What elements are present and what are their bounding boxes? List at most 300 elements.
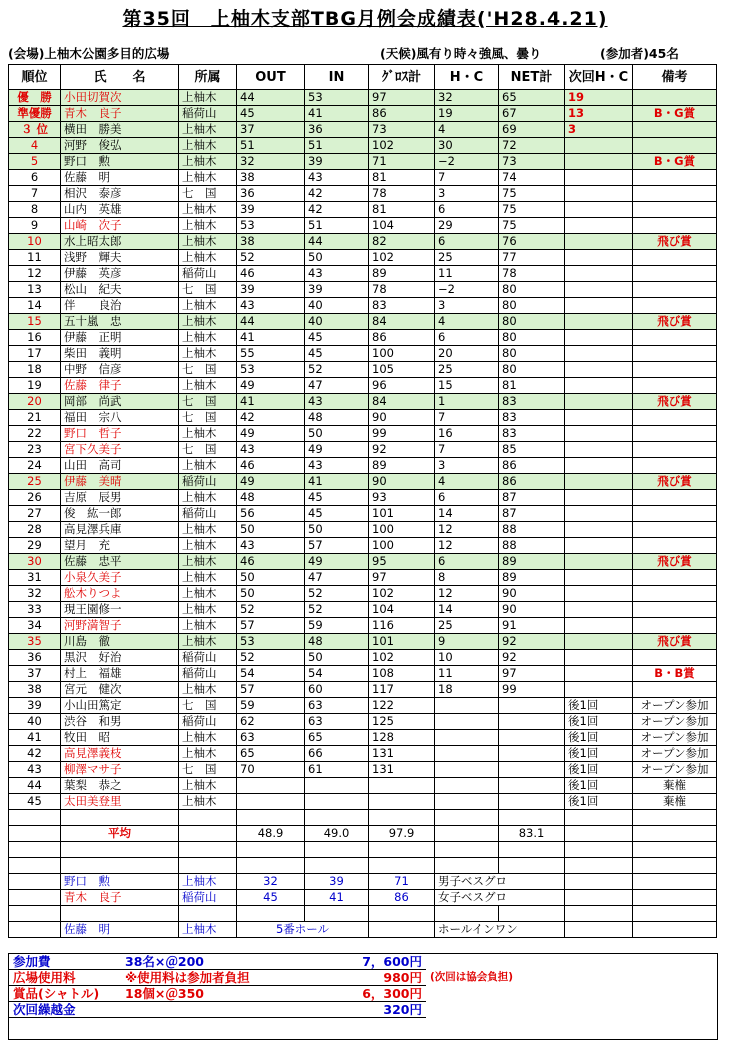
club-cell: 上柚木 [179,554,237,570]
gross-cell: 93 [369,490,435,506]
net-cell: 86 [499,458,565,474]
note-cell [633,362,717,378]
name-cell: 小田切賀次 [61,90,179,106]
out-cell: 51 [237,138,305,154]
rank-cell: 29 [9,538,61,554]
hc-cell: 30 [435,138,499,154]
gross-cell: 102 [369,250,435,266]
out-cell: 46 [237,266,305,282]
note-cell [633,266,717,282]
club-cell: 上柚木 [179,570,237,586]
hc-cell: 7 [435,442,499,458]
rank-cell: 34 [9,618,61,634]
weather-label: (天候)風有り時々強風、曇り [380,46,542,61]
out-cell: 46 [237,554,305,570]
col-header: IN [305,65,369,90]
name-cell: 高見澤兵庫 [61,522,179,538]
out-cell: 45 [237,106,305,122]
rank-cell: 6 [9,170,61,186]
note-cell [633,298,717,314]
out-cell: 49 [237,426,305,442]
note-cell [633,682,717,698]
club-cell: 上柚木 [179,634,237,650]
name-cell: 伊藤 正明 [61,330,179,346]
name-cell: 葉梨 恭之 [61,778,179,794]
out-cell: 46 [237,458,305,474]
note-cell: オープン参加 [633,762,717,778]
note-cell: 飛び賞 [633,634,717,650]
rank-cell: 43 [9,762,61,778]
out-cell: 50 [237,570,305,586]
next-hc-cell: 後1回 [565,762,633,778]
next-hc-cell [565,442,633,458]
gross-cell: 78 [369,282,435,298]
hc-cell: 25 [435,362,499,378]
next-hc-cell [565,298,633,314]
out-cell: 39 [237,202,305,218]
club-cell: 上柚木 [179,218,237,234]
hole-in-one-hole: 5番ホール [237,922,369,938]
in-cell: 50 [305,426,369,442]
net-cell: 88 [499,538,565,554]
club-cell: 上柚木 [179,522,237,538]
gross-cell: 86 [369,330,435,346]
col-header: 次回H・C [565,65,633,90]
rank-cell: 37 [9,666,61,682]
next-hc-cell [565,474,633,490]
rank-cell: 22 [9,426,61,442]
note-cell: オープン参加 [633,746,717,762]
net-cell: 83 [499,394,565,410]
rank-cell: 13 [9,282,61,298]
out-cell: 50 [237,522,305,538]
rank-cell: 42 [9,746,61,762]
net-cell: 80 [499,362,565,378]
club-cell: 上柚木 [179,298,237,314]
rank-cell: 25 [9,474,61,490]
average-out: 48.9 [237,826,305,842]
club-cell: 上柚木 [179,778,237,794]
rank-cell: 33 [9,602,61,618]
gross-cell: 96 [369,378,435,394]
table-row [9,570,717,586]
net-cell: 75 [499,202,565,218]
table-row [9,346,717,362]
out-cell: 53 [237,362,305,378]
hc-cell: 9 [435,634,499,650]
out-cell: 57 [237,618,305,634]
table-row [9,746,717,762]
col-header: 氏 名 [61,65,179,90]
out-cell: 43 [237,298,305,314]
table-row [9,282,717,298]
note-cell: B・G賞 [633,106,717,122]
rank-cell: 8 [9,202,61,218]
table-row [9,682,717,698]
best-gross-name: 野口 勲 [61,874,179,890]
gross-cell: 73 [369,122,435,138]
col-header: ｸﾞﾛｽ計 [369,65,435,90]
club-cell: 七 国 [179,362,237,378]
in-cell: 42 [305,202,369,218]
best-gross-total: 71 [369,874,435,890]
net-cell: 78 [499,266,565,282]
next-hc-cell: 後1回 [565,746,633,762]
out-cell: 32 [237,154,305,170]
club-cell: 上柚木 [179,794,237,810]
name-cell: 山田 高司 [61,458,179,474]
venue-fee-amount: 980円 [296,970,426,986]
in-cell: 52 [305,586,369,602]
table-row [9,298,717,314]
net-cell: 92 [499,634,565,650]
hc-cell [435,794,499,810]
club-cell: 上柚木 [179,682,237,698]
hc-cell: 6 [435,202,499,218]
in-cell: 41 [305,474,369,490]
col-header: NET計 [499,65,565,90]
club-cell: 上柚木 [179,250,237,266]
best-gross-label: 女子ベスグロ [435,890,565,906]
in-cell: 63 [305,714,369,730]
rank-cell: 32 [9,586,61,602]
gross-cell: 131 [369,746,435,762]
note-cell: 飛び賞 [633,234,717,250]
note-cell [633,250,717,266]
net-cell: 80 [499,298,565,314]
name-cell: 望月 充 [61,538,179,554]
net-cell: 83 [499,426,565,442]
best-gross-total: 86 [369,890,435,906]
next-hc-cell [565,554,633,570]
gross-cell: 82 [369,234,435,250]
hole-in-one-name: 佐藤 明 [61,922,179,938]
rank-cell: 26 [9,490,61,506]
club-cell: 稲荷山 [179,474,237,490]
in-cell: 51 [305,218,369,234]
table-row [9,474,717,490]
club-cell: 上柚木 [179,730,237,746]
net-cell: 97 [499,666,565,682]
gross-cell: 101 [369,506,435,522]
rank-cell: 19 [9,378,61,394]
rank-cell: 12 [9,266,61,282]
venue-fee-note: (次回は協会負担) [430,971,514,983]
note-cell [633,122,717,138]
name-cell: 中野 信彦 [61,362,179,378]
best-gross-row [9,890,717,906]
gross-cell: 100 [369,346,435,362]
club-cell: 稲荷山 [179,714,237,730]
fee-amount: 7，600円 [296,954,426,970]
best-gross-in: 41 [305,890,369,906]
name-cell: 川島 徹 [61,634,179,650]
in-cell: 53 [305,90,369,106]
hc-cell: 15 [435,378,499,394]
next-hc-cell: 後1回 [565,794,633,810]
net-cell: 76 [499,234,565,250]
gross-cell: 81 [369,170,435,186]
out-cell: 54 [237,666,305,682]
club-cell: 上柚木 [179,202,237,218]
next-hc-cell [565,346,633,362]
spacer-row [9,810,717,826]
best-gross-club: 稲荷山 [179,890,237,906]
net-cell: 65 [499,90,565,106]
name-cell: 渋谷 和男 [61,714,179,730]
club-cell: 上柚木 [179,346,237,362]
rank-cell: 36 [9,650,61,666]
club-cell: 七 国 [179,442,237,458]
gross-cell: 81 [369,202,435,218]
in-cell: 45 [305,330,369,346]
spacer-row [9,858,717,874]
net-cell: 91 [499,618,565,634]
participants-label: (参加者)45名 [600,46,679,61]
rank-cell: 5 [9,154,61,170]
table-row [9,138,717,154]
average-row [9,826,717,842]
name-cell: 黒沢 好治 [61,650,179,666]
in-cell: 50 [305,650,369,666]
gross-cell: 97 [369,570,435,586]
club-cell: 上柚木 [179,330,237,346]
next-hc-cell [565,618,633,634]
out-cell: 38 [237,234,305,250]
out-cell: 57 [237,682,305,698]
best-gross-out: 45 [237,890,305,906]
hole-in-one-label: ホールインワン [435,922,565,938]
in-cell: 47 [305,378,369,394]
out-cell: 53 [237,218,305,234]
spacer-row [9,906,717,922]
club-cell: 上柚木 [179,314,237,330]
col-header: OUT [237,65,305,90]
note-cell [633,490,717,506]
table-row [9,234,717,250]
hc-cell: 12 [435,538,499,554]
table-row [9,714,717,730]
next-hc-cell [565,586,633,602]
next-hc-cell [565,538,633,554]
next-hc-cell [565,410,633,426]
table-row [9,170,717,186]
hc-cell: 6 [435,554,499,570]
next-hc-cell [565,490,633,506]
out-cell: 55 [237,346,305,362]
net-cell [499,698,565,714]
hc-cell [435,730,499,746]
fee-label: 参加費 [9,954,121,970]
in-cell [305,778,369,794]
best-gross-in: 39 [305,874,369,890]
in-cell: 60 [305,682,369,698]
in-cell: 48 [305,410,369,426]
name-cell: 吉原 辰男 [61,490,179,506]
next-hc-cell [565,634,633,650]
col-header: 所属 [179,65,237,90]
gross-cell: 131 [369,762,435,778]
in-cell: 43 [305,170,369,186]
next-hc-cell: 13 [565,106,633,122]
in-cell: 45 [305,506,369,522]
name-cell: 野口 勲 [61,154,179,170]
in-cell: 45 [305,490,369,506]
name-cell: 水上昭太郎 [61,234,179,250]
hc-cell: 11 [435,666,499,682]
name-cell: 伴 良治 [61,298,179,314]
table-row [9,378,717,394]
in-cell: 50 [305,250,369,266]
name-cell: 浅野 輝夫 [61,250,179,266]
in-cell: 41 [305,106,369,122]
fee-calc: 38名×＠200 [121,954,296,970]
rank-cell: 23 [9,442,61,458]
table-row [9,618,717,634]
club-cell: 七 国 [179,698,237,714]
rank-cell: 14 [9,298,61,314]
net-cell: 90 [499,586,565,602]
table-row [9,90,717,106]
name-cell: 柳澤マサ子 [61,762,179,778]
page-title: 第35回 上柚木支部TBG月例会成績表('H28.4.21) [122,8,608,30]
net-cell: 87 [499,506,565,522]
net-cell: 74 [499,170,565,186]
note-cell [633,282,717,298]
in-cell [305,794,369,810]
note-cell [633,538,717,554]
rank-cell: 18 [9,362,61,378]
next-hc-cell [565,330,633,346]
name-cell: 宮元 健次 [61,682,179,698]
hc-cell: 4 [435,122,499,138]
hc-cell: 19 [435,106,499,122]
hc-cell: 12 [435,522,499,538]
venue-label: (会場)上柚木公園多目的広場 [8,46,170,61]
hc-cell: 3 [435,458,499,474]
next-hc-cell [565,666,633,682]
hc-cell: 25 [435,618,499,634]
name-cell: 宮下久美子 [61,442,179,458]
name-cell: 佐藤 明 [61,170,179,186]
net-cell: 72 [499,138,565,154]
average-net: 83.1 [499,826,565,842]
hc-cell: 16 [435,426,499,442]
table-row [9,154,717,170]
hc-cell: 6 [435,234,499,250]
net-cell: 75 [499,218,565,234]
club-cell: 上柚木 [179,602,237,618]
table-row [9,218,717,234]
rank-cell: 35 [9,634,61,650]
gross-cell: 78 [369,186,435,202]
rank-cell: 10 [9,234,61,250]
name-cell: 福田 宗八 [61,410,179,426]
next-hc-cell [565,522,633,538]
club-cell: 上柚木 [179,154,237,170]
in-cell: 65 [305,730,369,746]
net-cell [499,762,565,778]
gross-cell: 128 [369,730,435,746]
note-cell [633,570,717,586]
gross-cell [369,778,435,794]
next-hc-cell [565,570,633,586]
gross-cell: 84 [369,314,435,330]
hc-cell [435,698,499,714]
name-cell: 横田 勝美 [61,122,179,138]
rank-cell: 21 [9,410,61,426]
table-row [9,634,717,650]
name-cell: 山崎 次子 [61,218,179,234]
best-gross-out: 32 [237,874,305,890]
club-cell: 稲荷山 [179,666,237,682]
net-cell: 75 [499,186,565,202]
gross-cell: 105 [369,362,435,378]
table-row [9,442,717,458]
net-cell [499,730,565,746]
name-cell: 佐藤 律子 [61,378,179,394]
in-cell: 54 [305,666,369,682]
table-row [9,490,717,506]
rank-cell: 4 [9,138,61,154]
next-hc-cell [565,650,633,666]
rank-cell: 30 [9,554,61,570]
net-cell: 85 [499,442,565,458]
gross-cell: 122 [369,698,435,714]
table-row [9,410,717,426]
table-row [9,426,717,442]
rank-cell: 41 [9,730,61,746]
gross-cell: 97 [369,90,435,106]
club-cell: 稲荷山 [179,106,237,122]
next-hc-cell [565,378,633,394]
name-cell: 岡部 尚武 [61,394,179,410]
out-cell: 52 [237,250,305,266]
out-cell [237,778,305,794]
in-cell: 47 [305,570,369,586]
out-cell: 44 [237,314,305,330]
club-cell: 上柚木 [179,170,237,186]
table-row [9,730,717,746]
club-cell: 七 国 [179,282,237,298]
prize-amount: 6，300円 [296,986,426,1002]
out-cell: 42 [237,410,305,426]
carry-amount: 320円 [296,1002,426,1018]
table-row [9,106,717,122]
table-row [9,506,717,522]
club-cell: 上柚木 [179,426,237,442]
rank-cell: 31 [9,570,61,586]
name-cell: 太田美登里 [61,794,179,810]
gross-cell: 89 [369,458,435,474]
note-cell: 棄権 [633,778,717,794]
prize-label: 賞品(シャトル) [9,986,121,1002]
net-cell [499,794,565,810]
gross-cell: 90 [369,410,435,426]
hc-cell: 3 [435,298,499,314]
next-hc-cell: 19 [565,90,633,106]
name-cell: 柴田 義明 [61,346,179,362]
table-row [9,394,717,410]
note-cell [633,506,717,522]
col-header: H・C [435,65,499,90]
hc-cell: 12 [435,586,499,602]
gross-cell: 104 [369,602,435,618]
net-cell: 86 [499,474,565,490]
carry-label: 次回繰越金 [9,1002,121,1018]
out-cell: 62 [237,714,305,730]
note-cell [633,170,717,186]
